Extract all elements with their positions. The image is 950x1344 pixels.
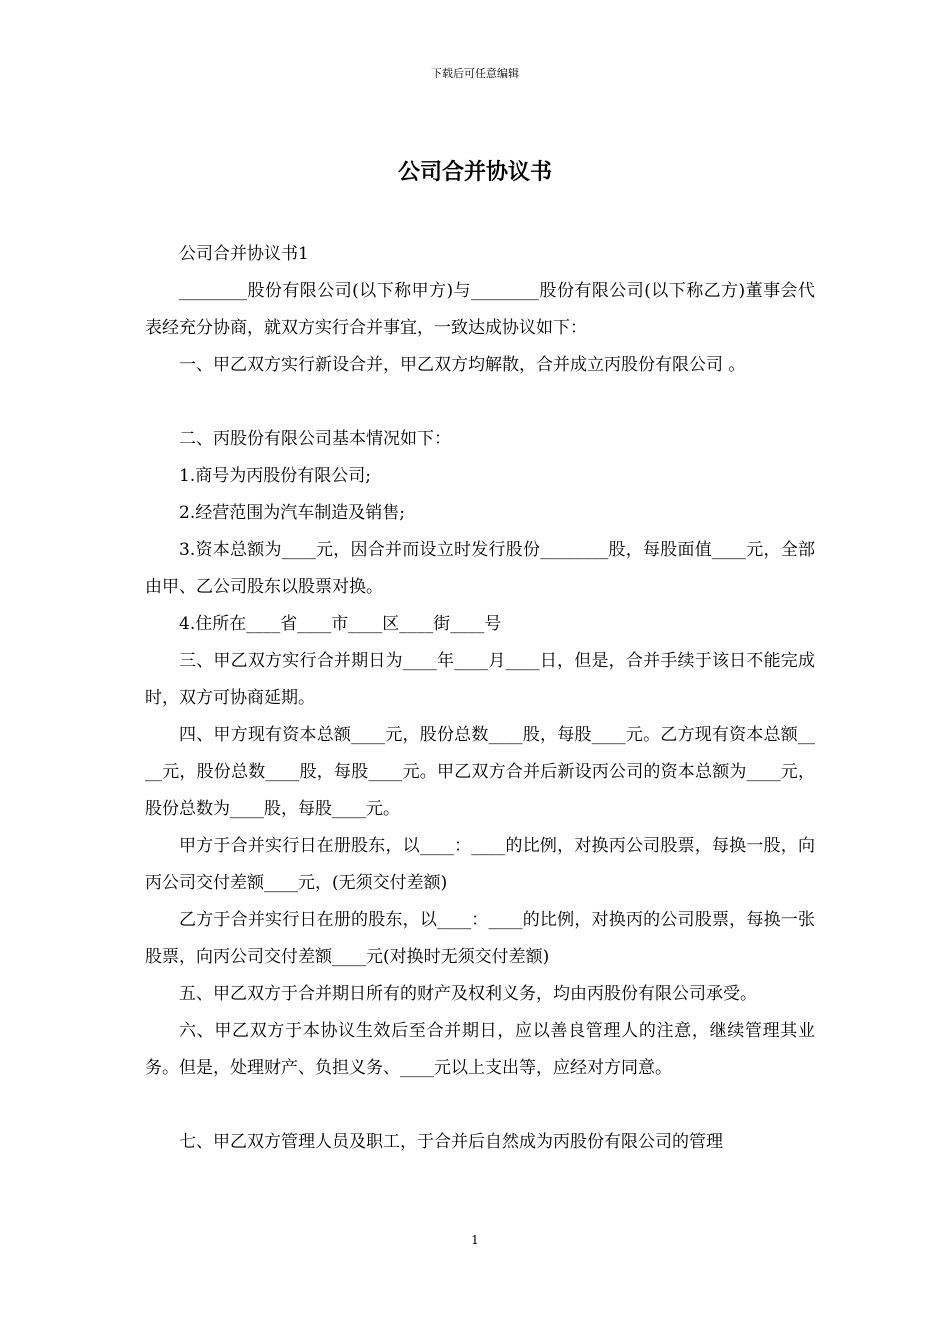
paragraph-clause-2-item-2: 2.经营范围为汽车制造及销售; bbox=[179, 503, 405, 523]
paragraph-subtitle: 公司合并协议书1 bbox=[179, 244, 309, 264]
paragraph-clause-1: 一、甲乙双方实行新设合并，甲乙双方均解散，合并成立丙股份有限公司 。 bbox=[179, 355, 746, 375]
paragraph-clause-7: 七、甲乙双方管理人员及职工，于合并后自然成为丙股份有限公司的管理 bbox=[179, 1132, 723, 1152]
paragraph-clause-4: 四、甲方现有资本总额____元，股份总数____股，每股____元。乙方现有资本总额____元，股份总数____股，每股____元。甲乙双方合并后新设丙公司的资本总额为____元，股份总数为____股，每股____元。 bbox=[145, 725, 815, 819]
paragraph-clause-2-item-4: 4.住所在____省____市____区____街____号 bbox=[179, 614, 502, 634]
header-note: 下载后可任意编辑 bbox=[431, 67, 519, 80]
paragraph-clause-4-party-b: 乙方于合并实行日在册的股东，以____：____的比例，对换丙的公司股票，每换一张股票，向丙公司交付差额____元(对换时无须交付差额) bbox=[145, 910, 815, 967]
paragraph-clause-4-party-a: 甲方于合并实行日在册股东，以____：____的比例，对换丙公司股票，每换一股，向丙公司交付差额____元，(无须交付差额) bbox=[145, 836, 815, 893]
paragraph-clause-2-item-1: 1.商号为丙股份有限公司; bbox=[179, 466, 371, 486]
page-number: 1 bbox=[471, 1233, 479, 1247]
document-title: 公司合并协议书 bbox=[397, 159, 552, 185]
paragraph-clause-5: 五、甲乙双方于合并期日所有的财产及权利义务，均由丙股份有限公司承受。 bbox=[179, 984, 757, 1004]
paragraph-clause-2-item-3: 3.资本总额为____元，因合并而设立时发行股份________股，每股面值____元，全部由甲、乙公司股东以股票对换。 bbox=[145, 540, 815, 597]
paragraph-clause-6: 六、甲乙双方于本协议生效后至合并期日，应以善良管理人的注意，继续管理其业务。但是，处理财产、负担义务、____元以上支出等，应经对方同意。 bbox=[145, 1021, 815, 1078]
paragraph-preamble: ________股份有限公司(以下称甲方)与________股份有限公司(以下称乙方)董事会代表经充分协商，就双方实行合并事宜，一致达成协议如下： bbox=[145, 281, 815, 338]
paragraph-clause-3: 三、甲乙双方实行合并期日为____年____月____日，但是，合并手续于该日不能完成时，双方可协商延期。 bbox=[145, 651, 815, 708]
paragraph-clause-2: 二、丙股份有限公司基本情况如下： bbox=[179, 429, 451, 449]
document-body bbox=[145, 236, 815, 1161]
